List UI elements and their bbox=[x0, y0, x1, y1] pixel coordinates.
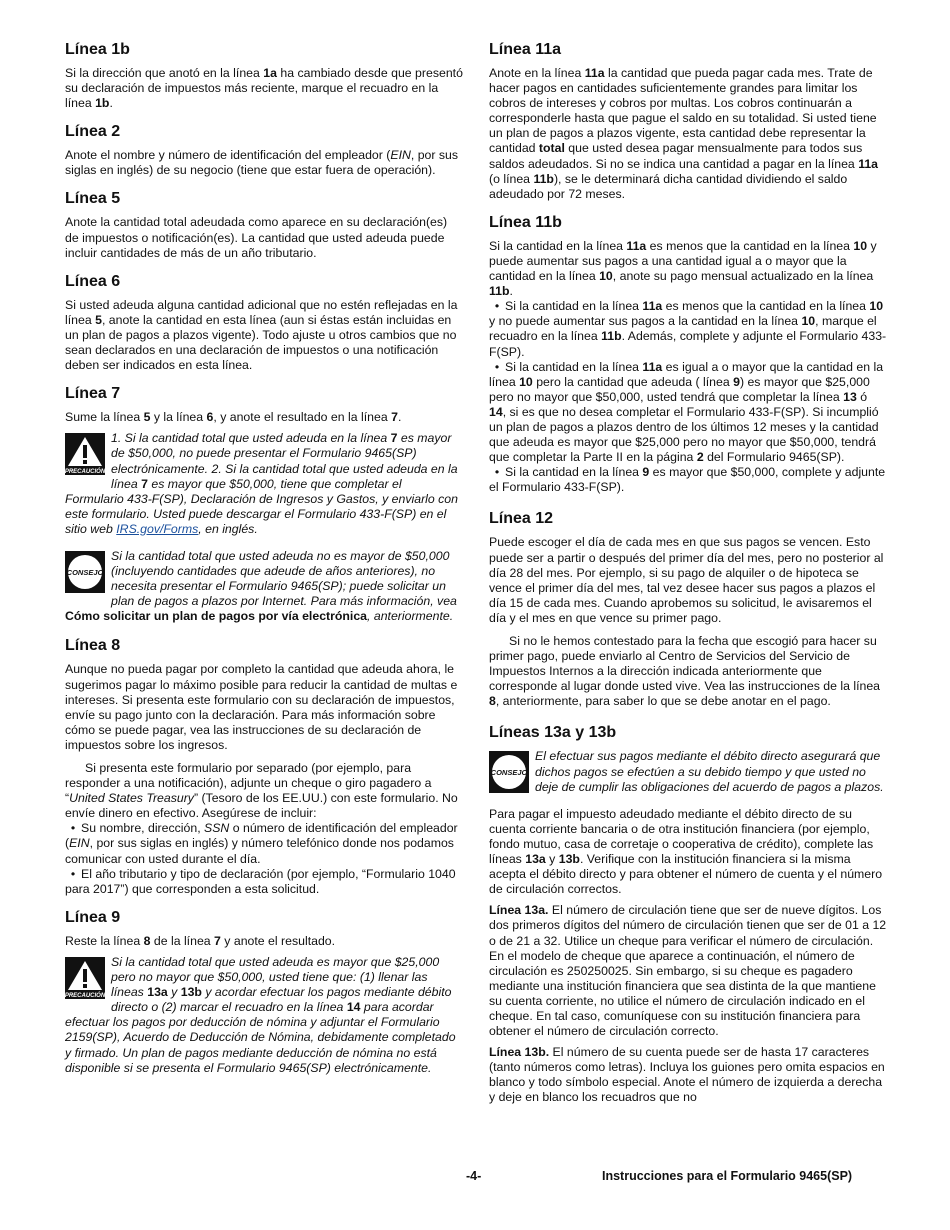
linea-8-bullet-1: • Su nombre, dirección, SSN o número de identificación del empleador (EIN, por sus siglas en inglés) y número telefónico donde nos podamos comunicar con usted durante el día. bbox=[65, 821, 463, 866]
linea-11b-text: Si la cantidad en la línea 11a es menos que la cantidad en la línea 10 y puede aumentar sus pagos a una cantidad igual a o mayor que la cantidad en la línea 10, anote su pago mensual actualizado en la línea 11b. bbox=[489, 238, 877, 299]
linea-12-text-1: Puede escoger el día de cada mes en que sus pagos se vencen. Esto puede ser a partir o después del primer día del mes, pero no posterior al día 28 del mes. Por ejemplo, si su pago de alquiler o de hipoteca se vence el primer día del mes, tal vez desee hacer sus pagos a plazos el día 15 de cada mes. Cuando aprobemos su solicitud, le avisaremos el día y el mes en que vence su primer pago. bbox=[489, 535, 884, 625]
linea-11b-bullet-2: • Si la cantidad en la línea 11a es igual a o mayor que la cantidad en la línea 10 pero la cantidad que adeuda ( línea 9) es mayor que $25,000 pero no mayor que $50,000, usted tendrá que completar la línea 13 ó 14, si es que no desea completar el Formulario 433-F(SP). Si incumplió un plan de pagos a plazos dentro de los últimos 12 meses y la cantidad que adeuda es mayor que $25,000 pero no mayor que $50,000, tendrá que completar la Parte II en la página 2 del Formulario 9465(SP). bbox=[489, 360, 887, 466]
linea-5-text: Anote la cantidad total adeudada como aparece en su declaración(es) de impuestos o notificación(es). La cantidad que usted adeuda puede incluir cantidades de más de un año tributario. bbox=[65, 215, 448, 260]
linea-11b-bullet-3: • Si la cantidad en la línea 9 es mayor que $50,000, complete y adjunte el Formulario 433-F(SP). bbox=[489, 465, 887, 495]
tip-icon bbox=[489, 751, 529, 793]
section-linea-6 bbox=[65, 272, 463, 373]
linea-12-text-2: Si no le hemos contestado para la fecha que escogió para hacer su primer pago, puede enviarlo al Centro de Servicios del Servicio de Impuestos Internos a la dirección indicada anteriormente que corresponde al lugar donde usted vive. Vea las instrucciones de la línea 8, anteriormente, para saber lo que se debe anotar en el pago. bbox=[489, 634, 881, 709]
section-linea-8 bbox=[65, 636, 463, 896]
section-linea-1b bbox=[65, 40, 463, 111]
tip-note-linea-7: CONSEJO Si la cantidad total que usted adeuda no es mayor de $50,000 (incluyendo cantidades que adeude de años anteriores), no necesita presentar el Formulario 9465(SP); puede solicitar un plan de pagos a plazos por Internet. Para más información, vea Cómo solicitar un plan de pagos por vía electrónica, anteriormente. bbox=[65, 548, 457, 624]
caution-icon bbox=[65, 433, 105, 475]
linea-9-text: Reste la línea 8 de la línea 7 y anote el resultado. bbox=[65, 933, 336, 948]
heading-lineas-13: Líneas 13a y 13b bbox=[489, 724, 617, 742]
linea-13a-text: Línea 13a. El número de circulación tiene que ser de nueve dígitos. Los dos primeros dígitos del número de circulación tienen que ser de 01 a 12 o de 21 a 32. Utilice un cheque para verificar el número de circulación. En el modelo de cheque que aparece a continuación, el número de circulación es 250250025. Sin embargo, si su cheque es pagadero mediante una institución financiera que sea distinta de la que mantiene su cuenta corriente, no utilice el número de circulación indicado en el cheque. En tal caso, comuníquese con su institución financiera para obtener el número de circulación correcto. bbox=[489, 903, 887, 1039]
heading-linea-5: Línea 5 bbox=[65, 190, 121, 208]
irs-forms-link[interactable]: IRS.gov/Forms bbox=[116, 521, 199, 536]
heading-linea-11b: Línea 11b bbox=[489, 213, 562, 231]
tip-icon bbox=[65, 551, 105, 593]
heading-linea-6: Línea 6 bbox=[65, 272, 121, 290]
heading-linea-8: Línea 8 bbox=[65, 637, 121, 655]
linea-11b-bullet-1: • Si la cantidad en la línea 11a es menos que la cantidad en la línea 10 y no puede aumentar sus pagos a la cantidad en la línea 10, marque el recuadro en la línea 11b. Además, complete y adjunte el Formulario 433-F(SP). bbox=[489, 299, 887, 359]
linea-1b-text: Si la dirección que anotó en la línea 1a ha cambiado desde que presentó su declaración de impuestos más reciente, marque el recuadro en la línea 1b. bbox=[65, 66, 463, 111]
tip-icon-label: CONSEJO bbox=[490, 768, 528, 778]
heading-linea-9: Línea 9 bbox=[65, 908, 121, 926]
heading-linea-2: Línea 2 bbox=[65, 123, 121, 141]
linea-13b-text: Línea 13b. El número de su cuenta puede ser de hasta 17 caracteres (tanto números como letras). Incluya los guiones pero omita espacios en blanco y todo símbolo especial. Anote el número de izquierda a derecha y deje en blanco los recuadros que no bbox=[489, 1045, 885, 1105]
right-column bbox=[489, 40, 887, 1117]
section-linea-7 bbox=[65, 384, 463, 624]
linea-8-bullet-2: • El año tributario y tipo de declaración (por ejemplo, “Formulario 1040 para 2017”) que corresponden a esta solicitud. bbox=[65, 867, 463, 897]
section-linea-5 bbox=[65, 189, 463, 260]
linea-8-text-2: Si presenta este formulario por separado (por ejemplo, para responder a una notificación), adjunte un cheque o giro pagadero a “United States Treasury” (Tesoro de los EE.UU.) con este formulario. No envíe dinero en efectivo. Asegúrese de incluir: bbox=[65, 761, 458, 821]
section-linea-2 bbox=[65, 122, 463, 178]
linea-11a-text: Anote en la línea 11a la cantidad que pueda pagar cada mes. Trate de hacer pagos en cantidades suficientemente grandes para limitar los cobros de intereses y cobros por multas. Los cobros continuarán a corresponderle hasta que pague el saldo en su totalidad. Si usted tiene un plan de pagos a plazos vigente, esta cantidad debe representar la cantidad total que usted desea pagar mensualmente para todos sus saldos adeudados. Si no se indica una cantidad a pagar en la línea 11a (o línea 11b), se le determinará dicha cantidad dividiendo el saldo adeudado por 72 meses. bbox=[489, 66, 879, 201]
linea-7-text: Sume la línea 5 y la línea 6, y anote el resultado en la línea 7. bbox=[65, 410, 402, 425]
tip-note-lineas-13: CONSEJO El efectuar sus pagos mediante el débito directo asegurará que dichos pagos se efectúen a su debido tiempo y que usted no deje de cumplir las obligaciones del acuerdo de pagos a plazos. bbox=[490, 749, 884, 794]
caution-icon bbox=[65, 957, 105, 999]
section-linea-11a bbox=[489, 40, 887, 202]
heading-linea-1b: Línea 1b bbox=[65, 41, 130, 58]
section-linea-11b bbox=[489, 213, 887, 496]
heading-linea-11a: Línea 11a bbox=[489, 41, 562, 58]
heading-linea-12: Línea 12 bbox=[489, 510, 554, 528]
page-number: -4- bbox=[466, 1169, 482, 1183]
linea-2-text: Anote el nombre y número de identificación del empleador (EIN, por sus siglas en inglés) de su negocio (tiene que estar fuera de operación). bbox=[65, 148, 459, 178]
linea-8-text-1: Aunque no pueda pagar por completo la cantidad que adeuda ahora, le sugerimos pagar lo máximo posible para reducir la cantidad de multas e intereses. Si presenta este formulario con su declaración de impuestos, envíe su pago junto con la declaración. Para más información sobre cómo se puede pagar, vea las instrucciones de su declaración de impuestos sobre los ingresos. bbox=[65, 662, 458, 752]
caution-note-linea-7: PRECAUCIÓN 1. Si la cantidad total que usted adeuda en la línea 7 es mayor de $50,000, no puede presentar el Formulario 9465(SP) electrónicamente. 2. Si la cantidad total que usted adeuda en la línea 7 es mayor que $50,000, tiene que completar el Formulario 433-F(SP), Declaración de Ingresos y Gastos, y enviarlo con este formulario. Usted puede descargar el Formulario 433-F(SP) en el sitio web IRS.gov/Forms, en inglés. bbox=[65, 431, 458, 536]
caution-icon-label: PRECAUCIÓN bbox=[65, 992, 105, 999]
lineas-13-text: Para pagar el impuesto adeudado mediante el débito directo de su cuenta corriente bancaria o de otra institución financiera (por ejemplo, fondo mutuo, casa de corretaje o cooperativa de crédito), complete las líneas 13a y 13b. Verifique con la institución financiera si la misma acepta el débito directo y para obtener el número de cuenta y el número de circulación correctos. bbox=[489, 806, 883, 897]
section-linea-9 bbox=[65, 908, 463, 1076]
tip-icon-label: CONSEJO bbox=[66, 567, 104, 577]
heading-linea-7: Línea 7 bbox=[65, 385, 121, 403]
left-column bbox=[65, 40, 463, 1088]
footer-title: Instrucciones para el Formulario 9465(SP) bbox=[602, 1169, 853, 1183]
section-linea-12 bbox=[489, 509, 887, 709]
caution-note-linea-9: PRECAUCIÓN Si la cantidad total que usted adeuda es mayor que $25,000 pero no mayor que $50,000, usted tiene que: (1) llenar las líneas 13a y 13b y acordar efectuar los pagos mediante débito directo o (2) marcar el recuadro en la línea 14 para acordar efectuar los pagos por deducción de nómina y adjuntar el Formulario 2159(SP), Acuerdo de Deducción de Nómina, debidamente completado y firmado. Un plan de pagos mediante deducción de nómina no está disponible si se presenta el Formulario 9465(SP) electrónicamente. bbox=[65, 954, 456, 1075]
caution-icon-label: PRECAUCIÓN bbox=[65, 469, 105, 476]
section-lineas-13 bbox=[489, 723, 887, 1105]
linea-6-text: Si usted adeuda alguna cantidad adicional que no estén reflejadas en la línea 5, anote la cantidad en esta línea (aun si éstas están incluidas en un plan de pagos a plazos vigente). Todo ajuste u otros cambios que no sean declarados en una declaración de impuestos o una notificación deben ser indicados en esta línea. bbox=[65, 297, 458, 373]
